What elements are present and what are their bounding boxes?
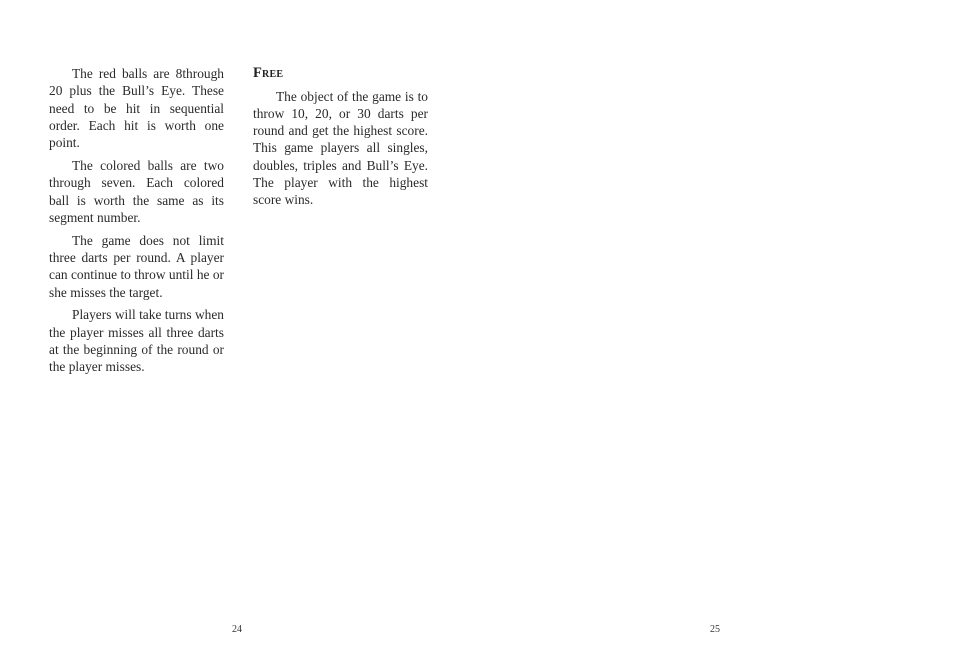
page-number-right: 25 <box>710 624 720 635</box>
section-heading-free: Free <box>253 65 284 81</box>
paragraph-colored-balls: The colored balls are two through seven. Each colored ball is worth the same as its segment number. <box>49 157 224 225</box>
left-page-text-column <box>49 65 224 381</box>
paragraph-turns: Players will take turns when the player misses all three darts at the beginning of the round or the player misses. <box>49 307 224 375</box>
right-page-text-column <box>253 65 428 214</box>
paragraph-dart-limit: The game does not limit three darts per round. A player can continue to throw until he or she misses the target. <box>49 232 224 300</box>
page-number-left: 24 <box>232 624 242 635</box>
paragraph-free-objective: The object of the game is to throw 10, 20, or 30 darts per round and get the highest score. This game players all singles, doubles, triples and Bull’s Eye. The player with the highest score wins. <box>253 88 428 208</box>
paragraph-red-balls: The red balls are 8through 20 plus the Bull’s Eye. These need to be hit in sequential order. Each hit is worth one point. <box>49 66 224 151</box>
